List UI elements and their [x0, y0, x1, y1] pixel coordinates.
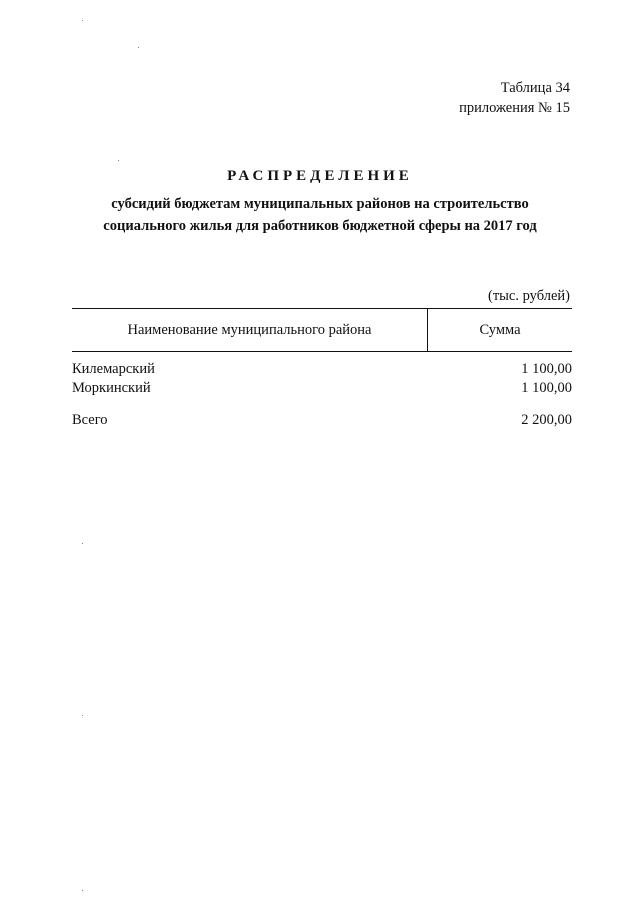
scan-speck: [82, 715, 83, 716]
table-reference: [459, 78, 570, 118]
district-name: Килемарский: [72, 361, 155, 377]
document-subtitle: [60, 193, 580, 237]
scan-speck: [82, 890, 83, 891]
table-number: Таблица 34: [500, 80, 570, 96]
distribution-table: [72, 308, 572, 430]
district-name: Моркинский: [72, 380, 151, 396]
units-note: (тыс. рублей): [488, 288, 570, 304]
subtitle-line-1: субсидий бюджетам муниципальных районов на строительство: [111, 196, 529, 212]
scan-speck: [138, 47, 139, 48]
scan-speck: [82, 20, 83, 21]
total-sum: 2 200,00: [521, 412, 572, 428]
subtitle-line-2: социального жилья для работников бюджетной сферы на 2017 год: [103, 218, 537, 234]
table-header: [72, 308, 572, 352]
appendix-number: приложения № 15: [459, 100, 570, 116]
header-district-name: Наименование муниципального района: [72, 309, 428, 351]
total-row: [72, 411, 572, 430]
district-sum: 1 100,00: [521, 380, 572, 396]
header-sum: Сумма: [479, 321, 521, 338]
table-body: [72, 360, 572, 398]
table-row: [72, 360, 572, 379]
table-row: [72, 379, 572, 398]
document-heading: РАСПРЕДЕЛЕНИЕ: [227, 168, 413, 184]
scan-speck: [118, 160, 119, 161]
total-label: Всего: [72, 412, 108, 428]
scan-speck: [82, 543, 83, 544]
district-sum: 1 100,00: [521, 361, 572, 377]
